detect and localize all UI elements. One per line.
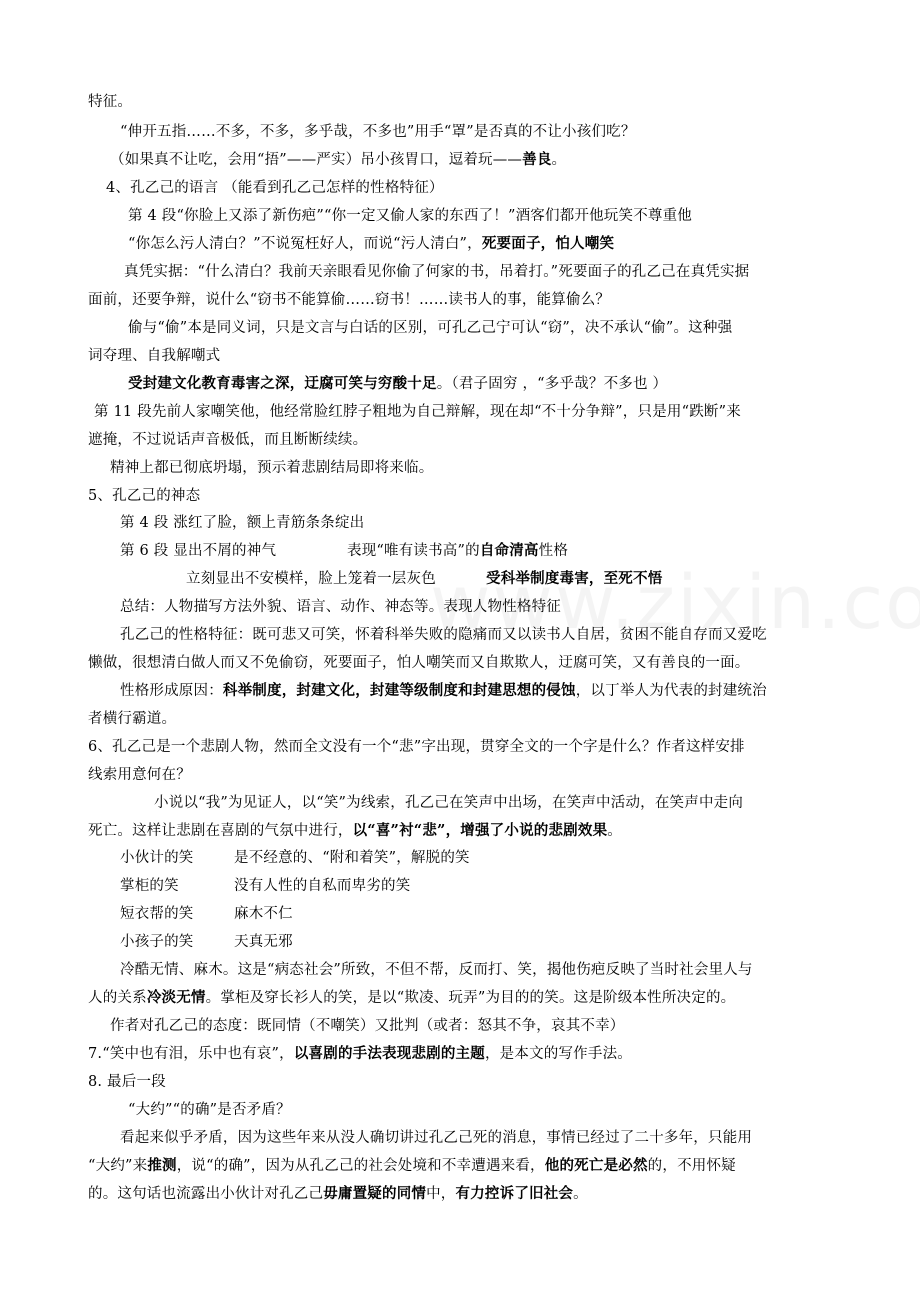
text-line: 死亡。这样让悲剧在喜剧的气氛中进行，以“喜”衬“悲”，增强了小说的悲剧效果。 [88,822,622,839]
text-line: 词夺理、自我解嘲式 [88,348,221,364]
section-heading: 7.“笑中也有泪，乐中也有哀”，以喜剧的手法表现悲剧的主题，是本文的写作手法。 [88,1045,632,1062]
text-line: 看起来似乎矛盾，因为这些年来从没人确切讲过孔乙己死的消息，事情已经过了二十多年，只能用 [120,1130,753,1146]
laugh-label: 短衣帮的笑 [120,906,194,922]
laugh-label: 小孩子的笑 [120,934,194,950]
text-line: 冷酷无情、麻木。这是“病态社会”所致，不但不帮，反而打、笑，揭他伤疤反映了当时社会里人与 [120,962,753,978]
text-line: 面前，还要争辩，说什么“窃书不能算偷……窃书！……读书人的事，能算偷么？ [88,292,611,308]
text-line: 受科举制度毒害，至死不悟 [486,570,663,587]
section-heading: 4、孔乙己的语言 （能看到孔乙己怎样的性格特征） [106,180,444,196]
laugh-label: 小伙计的笑 [120,850,194,866]
section-heading: 8. 最后一段 [88,1074,166,1090]
laugh-desc: 麻木不仁 [234,906,293,922]
text-line: 受封建文化教育毒害之深，迂腐可笑与穷酸十足。（君子固穷 ，“多乎哉？不多也 ） [128,375,668,392]
text-line: 遮掩，不过说话声音极低，而且断断续续。 [88,432,368,448]
text-line: 小说以“我”为见证人，以“笑”为线索，孔乙己在笑声中出场，在笑声中活动，在笑声中走向 [154,795,744,811]
text-line: 偷与“偷”本是同义词，只是文言与白话的区别，可孔乙己宁可认“窃”，决不承认“偷”。这种强 [128,320,733,336]
text-line: “大约”“的确”是否矛盾？ [128,1102,291,1118]
section-heading: 5、孔乙己的神态 [88,488,201,504]
text-line: 线索用意何在？ [88,767,191,783]
text-line: 特征。 [88,94,133,110]
text-line: 真凭实据：“什么清白？我前天亲眼看见你偷了何家的书，吊着打。”死要面子的孔乙己在真凭实据 [124,264,750,280]
text-line: 的。这句话也流露出小伙计对孔乙己毋庸置疑的同情中，有力控诉了旧社会。 [88,1185,588,1202]
text-line: 精神上都已彻底坍塌，预示着悲剧结局即将来临。 [110,460,434,476]
text-line: 第 4 段“你脸上又添了新伤疤”“你一定又偷人家的东西了！”酒客们都开他玩笑不尊重他 [128,208,692,224]
text-line: 表现“唯有读书高”的自命清高性格 [347,542,569,559]
text-line: 第 6 段 显出不屑的神气 [120,543,277,559]
text-line: 懒做，很想清白做人而又不免偷窃，死要面子，怕人嘲笑而又自欺欺人，迂腐可笑，又有善良的一面。 [88,655,750,671]
text-line: （如果真不让吃，会用“捂”——严实）吊小孩胃口，逗着玩——善良。 [110,151,567,168]
laugh-desc: 天真无邪 [234,934,293,950]
text-line: 作者对孔乙己的态度：既同情（不嘲笑）又批判（或者：怒其不争，哀其不幸） [110,1018,625,1034]
text-line: 立刻显出不安模样，脸上笼着一层灰色 [186,571,436,587]
text-line: 总结：人物描写方法外貌、语言、动作、神态等。表现人物性格特征 [120,599,561,615]
text-line: 性格形成原因：科举制度，封建文化，封建等级制度和封建思想的侵蚀，以丁举人为代表的封建统治 [120,682,767,699]
text-line: 第 11 段先前人家嘲笑他，他经常脸红脖子粗地为自己辩解，现在却“不十分争辩”，只是用“跌断”来 [94,404,741,420]
text-line: 第 4 段 涨红了脸，额上青筋条条绽出 [120,515,365,531]
laugh-label: 掌柜的笑 [120,878,179,894]
text-line: 者横行霸道。 [88,711,177,727]
text-line: 孔乙己的性格特征：既可悲又可笑，怀着科举失败的隐痛而又以读书人自居，贫困不能自存而又爱吃 [120,627,767,643]
text-line: “你怎么污人清白？”不说冤枉好人，而说“污人清白”，死要面子，怕人嘲笑 [128,235,615,252]
text-line: “伸开五指……不多，不多，多乎哉，不多也”用手“罩”是否真的不让小孩们吃？ [120,124,636,140]
section-heading: 6、孔乙己是一个悲剧人物，然而全文没有一个“悲”字出现，贯穿全文的一个字是什么？作者这样安排 [88,739,745,755]
laugh-desc: 没有人性的自私而卑劣的笑 [234,878,411,894]
text-line: 人的关系冷淡无情。掌柜及穿长衫人的笑，是以“欺凌、玩弄”为目的的笑。这是阶级本性所决定的。 [88,989,736,1006]
text-line: “大约”来推测，说“的确”，因为从孔乙己的社会处境和不幸遭遇来看，他的死亡是必然的，不用怀疑 [88,1157,736,1174]
laugh-desc: 是不经意的、“附和着笑”，解脱的笑 [234,850,470,866]
